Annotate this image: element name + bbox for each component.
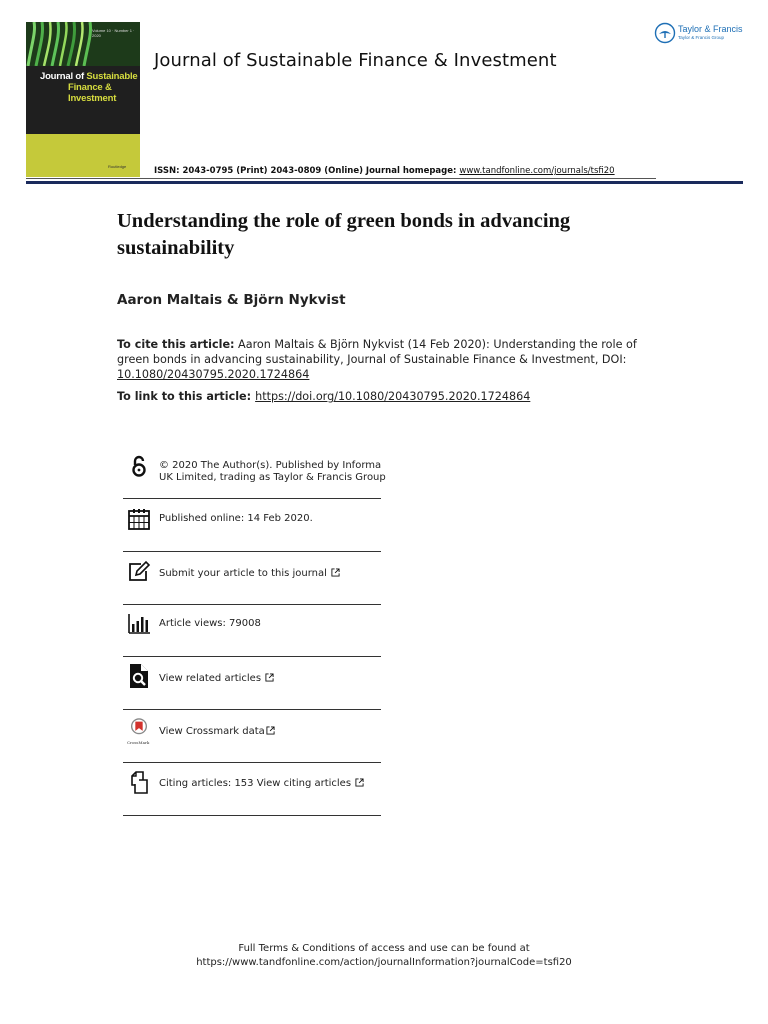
taylor-francis-logo-sub: Taylor & Francis Group [678,35,725,40]
cover-title-sustainable: Sustainable [86,71,138,82]
taylor-francis-logo-name: Taylor & Francis [678,24,743,34]
citing-articles-link[interactable] [159,778,364,790]
journal-title: Journal of Sustainable Finance & Investment [154,50,557,71]
header-thin-rule [26,178,656,179]
published-online-text: Published online: 14 Feb 2020. [159,513,313,524]
article-title: Understanding the role of green bonds in advancing sustainability [117,210,571,259]
crossmark-text: View Crossmark data [159,726,265,737]
info-separator [123,656,381,657]
header-rule [26,181,743,184]
article-views-text: Article views: 79008 [159,618,261,629]
issn-line [154,166,615,176]
cover-dark-panel [26,22,140,134]
open-access-row [123,455,386,497]
cover-publisher-mark: Routledge [108,164,127,169]
info-separator [123,498,381,499]
article-link-line [117,390,530,403]
link-label: To link to this article: [117,390,252,403]
cover-title-finance: Finance & [68,82,112,93]
article-doi-link[interactable]: https://doi.org/10.1080/20430795.2020.1724864 [255,390,531,403]
crossmark-icon [127,718,151,740]
related-articles-text: View related articles [159,673,262,684]
document-search-icon [127,664,151,688]
taylor-francis-logo-icon [654,22,676,44]
cite-doi-link[interactable]: 10.1080/20430795.2020.1724864 [117,368,310,381]
cover-journal-title [40,71,138,104]
info-separator [123,551,381,552]
cover-title-journal-of: Journal of [40,71,84,82]
open-access-icon [127,455,151,479]
calendar-icon [127,507,151,531]
cite-text: Aaron Maltais & Björn Nykvist (14 Feb 2020): Understanding the role of green bonds in advancing sustainability, Journal of Sustainable Finance & Investment, DOI: [117,338,637,366]
info-separator [123,815,381,816]
cover-volume-text: Volume 10 · Number 1 · 2020 [92,28,135,38]
cite-label: To cite this article: [117,338,235,351]
citation-block [117,337,637,382]
crossmark-row[interactable] [123,718,381,748]
external-link-icon [266,726,275,735]
cover-title-investment: Investment [68,93,117,104]
journal-cover [26,22,140,177]
citing-articles-row[interactable] [123,771,381,801]
submit-article-link[interactable] [159,568,340,580]
info-separator [123,604,381,605]
taylor-francis-logo[interactable] [654,21,746,47]
published-online-row [123,507,381,537]
citing-articles-icon [127,771,151,795]
submit-article-text: Submit your article to this journal [159,568,327,579]
info-separator [123,709,381,710]
crossmark-link[interactable] [159,726,275,738]
citing-articles-text: Citing articles: 153 View citing articles [159,778,352,789]
issn-text: ISSN: 2043-0795 (Print) 2043-0809 (Online) Journal homepage: [154,166,460,176]
external-link-icon [331,568,340,577]
footer-line-1: Full Terms & Conditions of access and use can be found at [238,943,530,954]
article-views-row [123,612,381,642]
related-articles-row[interactable] [123,664,381,696]
bar-chart-icon [127,612,151,636]
footer-terms [0,942,768,970]
crossmark-icon-label: CrossMark [127,740,150,745]
journal-homepage-link[interactable]: www.tandfonline.com/journals/tsfi20 [459,166,615,176]
edit-icon [127,560,151,584]
related-articles-link[interactable] [159,673,274,685]
info-separator [123,762,381,763]
article-authors: Aaron Maltais & Björn Nykvist [117,292,346,308]
open-access-text: © 2020 The Author(s). Published by Informa UK Limited, trading as Taylor & Francis Group [159,460,386,483]
external-link-icon [355,778,364,787]
footer-terms-url[interactable]: https://www.tandfonline.com/action/journalInformation?journalCode=tsfi20 [196,957,572,968]
external-link-icon [265,673,274,682]
submit-article-row[interactable] [123,560,381,590]
